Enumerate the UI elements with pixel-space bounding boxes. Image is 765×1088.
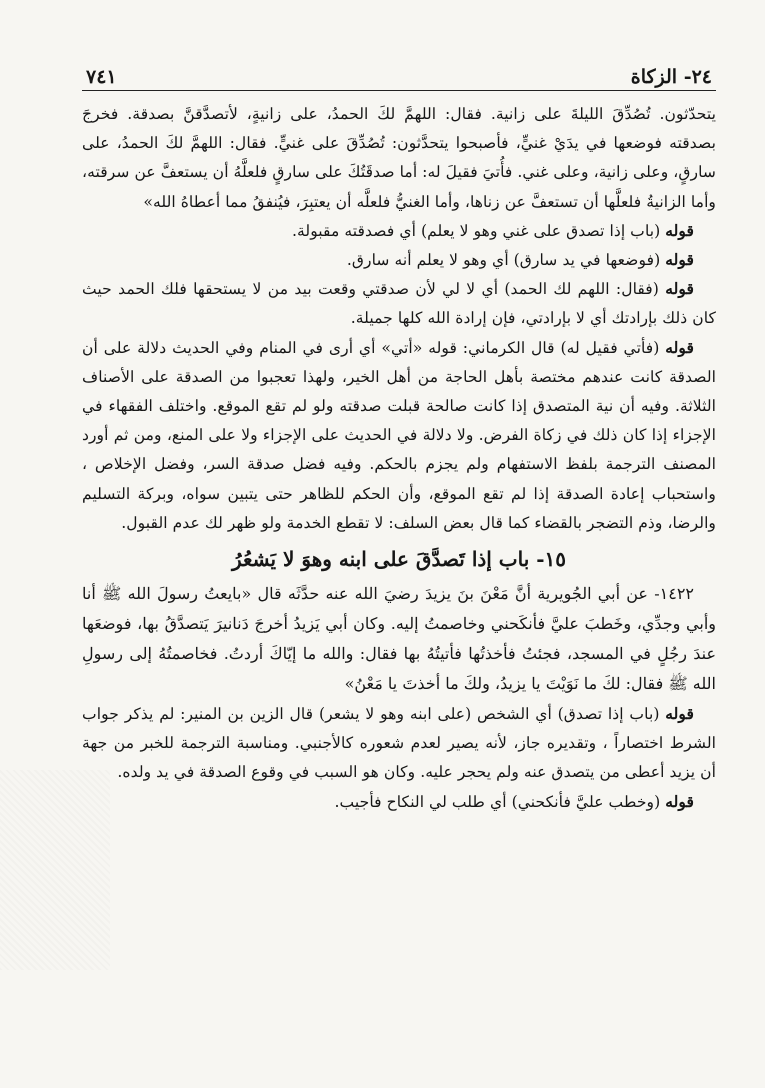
commentary-text: (فوضعها في يد سارق) أي وهو لا يعلم أنه سارق. bbox=[346, 250, 666, 270]
chapter-title: ٢٤- الزكاة bbox=[630, 66, 712, 88]
commentary-keyword: قوله bbox=[665, 250, 694, 270]
commentary-keyword: قوله bbox=[665, 337, 694, 357]
commentary-keyword: قوله bbox=[665, 704, 694, 724]
hadith-continuation: يتحدّثون. تُصُدِّقَ الليلةَ على زانية. فقال: اللهمَّ لكَ الحمدُ، على زانيةٍ، لأتصدَّقنَّ بصدقة. فخرجَ بصدقته فوضعها في يدَيْ غنيٍّ، فأصبحوا يتحدَّثون: تُصُدِّقَ على غنيٍّ. فقال: اللهمَّ لكَ الحمدُ، على سارقٍ، وعلى زانية، وعلى غني. فأُتيَ فقيلَ له: أما صدقَتُكَ على سارقٍ فلعلَّهُ أن يستعفَّ عن سرقته، وأما الزانيةُ فلعلَّها أن تستعفَّ عن زناها، وأما الغنيُّ فلعلَّه أن يعتبِرَ، فيُنفقُ مما أعطاهُ الله» bbox=[82, 104, 716, 211]
commentary-text: (وخطب عليَّ فأنكحني) أي طلب لي النكاح فأجيب. bbox=[334, 791, 666, 811]
hadith-text: ١٤٢٢- عن أبي الجُويرية أنَّ مَعْنَ بنَ يزيدَ رضيَ الله عنه حدَّثَه قال «بايعتُ رسولَ الله ﷺ أنا وأبي وجدِّي، وخَطبَ عليَّ فأنكَحني وخاصمتُ إليه. وكان أبي يَزيدُ أخرجَ دَنانيرَ يَتصدَّقُ بها، فوضعَها عندَ رجُلٍ في المسجد، فجئتُ فأخذتُها فأتيتُهُ بها فقال: والله ما إيّاكَ أردتُ. فخاصمتُهُ إلى رسولِ الله ﷺ فقال: لكَ ما نَوَيْتَ يا يزيدُ، ولكَ ما أخذتَ يا مَعْنُ» bbox=[82, 584, 716, 694]
commentary-text: (باب إذا تصدق على غني وهو لا يعلم) أي فصدقته مقبولة. bbox=[292, 220, 666, 240]
commentary-paragraph bbox=[82, 333, 716, 537]
book-page bbox=[82, 54, 716, 1074]
commentary-paragraph bbox=[82, 216, 716, 245]
commentary-text: (فقال: اللهم لك الحمد) أي لا لي لأن صدقتي وقعت بيد من لا يستحقها فلك الحمد حيث كان ذلك بإرادتك أي لا بإرادتي، فإن إرادة الله كلها جميلة. bbox=[82, 279, 716, 328]
commentary-text: (باب إذا تصدق) أي الشخص (على ابنه وهو لا يشعر) قال الزين بن المنير: لم يذكر جواب الشرط اختصاراً ، وتقديره جاز، لأنه يصير لعدم شعوره كالأجنبي. ومناسبة الترجمة للخبر من جهة أن يزيد أعطى من يتصدق عنه ولم يحجر عليه. وكان هو السبب في وقوع الصدقة في يد ولده. bbox=[82, 704, 716, 782]
commentary-paragraph bbox=[82, 699, 716, 787]
section-heading: ١٥- باب إذا تَصدَّقَ على ابنه وهوَ لا يَشعُرُ bbox=[231, 547, 567, 572]
commentary-keyword: قوله bbox=[665, 791, 694, 811]
commentary-keyword: قوله bbox=[665, 220, 694, 240]
commentary-paragraph bbox=[82, 245, 716, 274]
commentary-paragraph bbox=[82, 274, 716, 332]
page-header bbox=[82, 54, 716, 91]
commentary-keyword: قوله bbox=[665, 279, 694, 299]
page-body bbox=[82, 99, 716, 816]
page-number: ٧٤١ bbox=[86, 66, 117, 88]
commentary-text: (فأتي فقيل له) قال الكرماني: قوله «أتي» أي أرى في المنام وفي الحديث دلالة على أن الصدقة كانت عندهم مختصة بأهل الحاجة من أهل الخير، ولهذا تعجبوا من الصدقة على الأصناف الثلاثة. وفيه أن نية المتصدق إذا كانت صالحة قبلت صدقته ولو لم تقع الموقع. واختلف الفقهاء في الإجزاء إذا كان ذلك في زكاة الفرض. ولا دلالة في الحديث على الإجزاء ولا على المنع، ومن ثم أورد المصنف الترجمة بلفظ الاستفهام ولم يجزم بالحكم. وفيه فضل صدقة السر، وفضل الإخلاص ، واستحباب إعادة الصدقة إذا لم تقع الموقع، وأن الحكم للظاهر حتى يتبين سواه، وبركة التسليم والرضا، وذم التضجر بالقضاء كما قال بعض السلف: لا تقطع الخدمة ولو ظهر لك عدم القبول. bbox=[82, 337, 716, 532]
commentary-paragraph bbox=[82, 787, 716, 816]
